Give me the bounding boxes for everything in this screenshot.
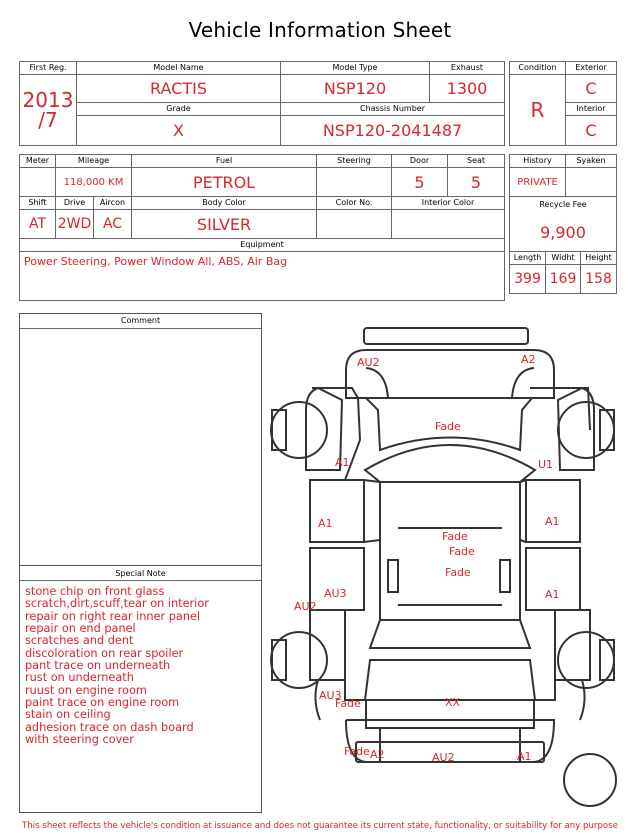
height-value: 158: [581, 265, 617, 294]
model-table: [19, 61, 505, 146]
note-item: with steering cover: [25, 733, 134, 747]
steering-label: Steering: [317, 155, 392, 168]
note-item: scratch,dirt,scuff,tear on interior: [25, 597, 209, 611]
mark-left-rear-fender-fade: Fade: [335, 697, 361, 710]
body-color-label: Body Color: [132, 197, 317, 210]
mark-hood: Fade: [435, 420, 461, 433]
door-label: Door: [392, 155, 448, 168]
steering-value: [317, 168, 392, 197]
recycle-label: Recycle Fee: [539, 200, 587, 209]
note-item: repair on right rear inner panel: [25, 609, 201, 623]
aircon-label: Aircon: [94, 197, 132, 210]
chassis-value: NSP120-2041487: [281, 116, 505, 146]
mark-right-front-fender: U1: [538, 458, 554, 471]
disclaimer-footer: This sheet reflects the vehicle's condition at issuance and does not guarantee its current state, functionality, or suitability for any purpose: [22, 821, 618, 831]
grade-label: Grade: [77, 102, 281, 115]
history-table: [509, 154, 617, 294]
trunk-panel: [365, 660, 535, 700]
mark-left-front-door: A1: [318, 517, 333, 530]
mark-rear-right: A1: [517, 750, 532, 763]
mark-front-left: AU2: [357, 356, 380, 369]
mileage-value: 118,000 KM: [56, 168, 132, 197]
rear-window: [370, 620, 530, 648]
seat-value: 5: [448, 168, 505, 197]
length-label: Length: [510, 252, 546, 265]
note-item: discoloration on rear spoiler: [25, 646, 184, 660]
height-label: Height: [581, 252, 617, 265]
syaken-label: Syaken: [566, 155, 617, 168]
mark-roof-3: Fade: [445, 566, 471, 579]
interior-value: C: [566, 116, 617, 146]
windshield: [365, 445, 535, 482]
grade-value: X: [77, 116, 281, 146]
meter-value: [20, 168, 56, 197]
history-value: PRIVATE: [510, 168, 566, 197]
left-front-door: [310, 480, 364, 542]
seat-label: Seat: [448, 155, 505, 168]
mark-left-rear-fender: AU3: [319, 689, 342, 702]
first-reg-year: 2013: [22, 88, 74, 112]
mark-rear-center: AU2: [432, 751, 455, 764]
front-bumper: [364, 328, 528, 344]
width-value: 169: [546, 265, 581, 294]
condition-table: [509, 61, 617, 146]
special-note-label: Special Note: [115, 569, 166, 578]
mark-right-front-door: A1: [545, 515, 560, 528]
mark-left-sill: AU2: [294, 600, 317, 613]
note-item: stone chip on front glass: [25, 585, 165, 598]
mark-rear-left: A2: [370, 748, 385, 761]
mileage-label: Mileage: [56, 155, 132, 168]
fuel-label: Fuel: [132, 155, 317, 168]
note-item: ruust on engine room: [25, 683, 147, 697]
mark-roof-2: Fade: [449, 545, 475, 558]
drive-value: 2WD: [56, 210, 94, 239]
note-item: stain on ceiling: [25, 708, 111, 722]
condition-label: Condition: [510, 62, 566, 75]
history-label: History: [510, 155, 566, 168]
mark-trunk: XX: [445, 696, 461, 709]
mark-front-right: A2: [521, 353, 536, 366]
right-front-door: [526, 480, 580, 542]
recycle-value: 9,900: [540, 223, 586, 242]
exhaust-value: 1300: [430, 75, 505, 103]
model-type-value: NSP120: [281, 75, 430, 103]
left-rear-door: [310, 548, 364, 610]
body-color-value: SILVER: [132, 210, 317, 239]
model-name-value: RACTIS: [77, 75, 281, 103]
first-reg-label: First Reg.: [20, 62, 77, 75]
color-no-label: Color No.: [317, 197, 392, 210]
note-item: pant trace on underneath: [25, 659, 171, 673]
model-name-label: Model Name: [77, 62, 281, 75]
mark-left-rear-door: AU3: [324, 587, 347, 600]
aircon-value: AC: [94, 210, 132, 239]
note-item: rust on underneath: [25, 671, 134, 685]
special-note-list: [25, 586, 209, 746]
exhaust-label: Exhaust: [430, 62, 505, 75]
note-item: repair on end panel: [25, 622, 136, 636]
first-reg-value: [20, 75, 77, 146]
interior-color-label: Interior Color: [392, 197, 505, 210]
shift-label: Shift: [20, 197, 56, 210]
recycle-cell: [510, 197, 617, 252]
interior-label: Interior: [566, 102, 617, 115]
width-label: Widht: [546, 252, 581, 265]
comment-divider: [20, 328, 261, 329]
note-item: scratches and dent: [25, 634, 134, 648]
color-no-value: [317, 210, 392, 239]
mark-rear-left-fade: Fade: [344, 745, 370, 758]
spare-wheel: [564, 754, 616, 806]
interior-color-value: [392, 210, 505, 239]
shift-value: AT: [20, 210, 56, 239]
spec-table: [19, 154, 505, 301]
note-item: adhesion trace on dash board: [25, 720, 194, 734]
length-value: 399: [510, 265, 546, 294]
equipment-label: Equipment: [20, 239, 505, 252]
comment-box: [19, 313, 262, 566]
equipment-value: Power Steering, Power Window All, ABS, Air Bag: [20, 252, 505, 301]
drive-label: Drive: [56, 197, 94, 210]
chassis-label: Chassis Number: [281, 102, 505, 115]
comment-label: Comment: [120, 316, 161, 325]
sheet-title: Vehicle Information Sheet: [188, 18, 452, 42]
exterior-label: Exterior: [566, 62, 617, 75]
syaken-value: [566, 168, 617, 197]
fuel-value: PETROL: [132, 168, 317, 197]
meter-label: Meter: [20, 155, 56, 168]
mark-left-front-fender: A1: [335, 456, 350, 469]
door-value: 5: [392, 168, 448, 197]
mark-roof-1: Fade: [442, 530, 468, 543]
condition-value: R: [510, 75, 566, 146]
mark-right-rear-door: A1: [545, 588, 560, 601]
first-reg-month: /7: [38, 108, 58, 132]
note-item: paint trace on engine room: [25, 696, 180, 710]
exterior-value: C: [566, 75, 617, 103]
special-note-divider: [20, 580, 261, 581]
model-type-label: Model Type: [281, 62, 430, 75]
